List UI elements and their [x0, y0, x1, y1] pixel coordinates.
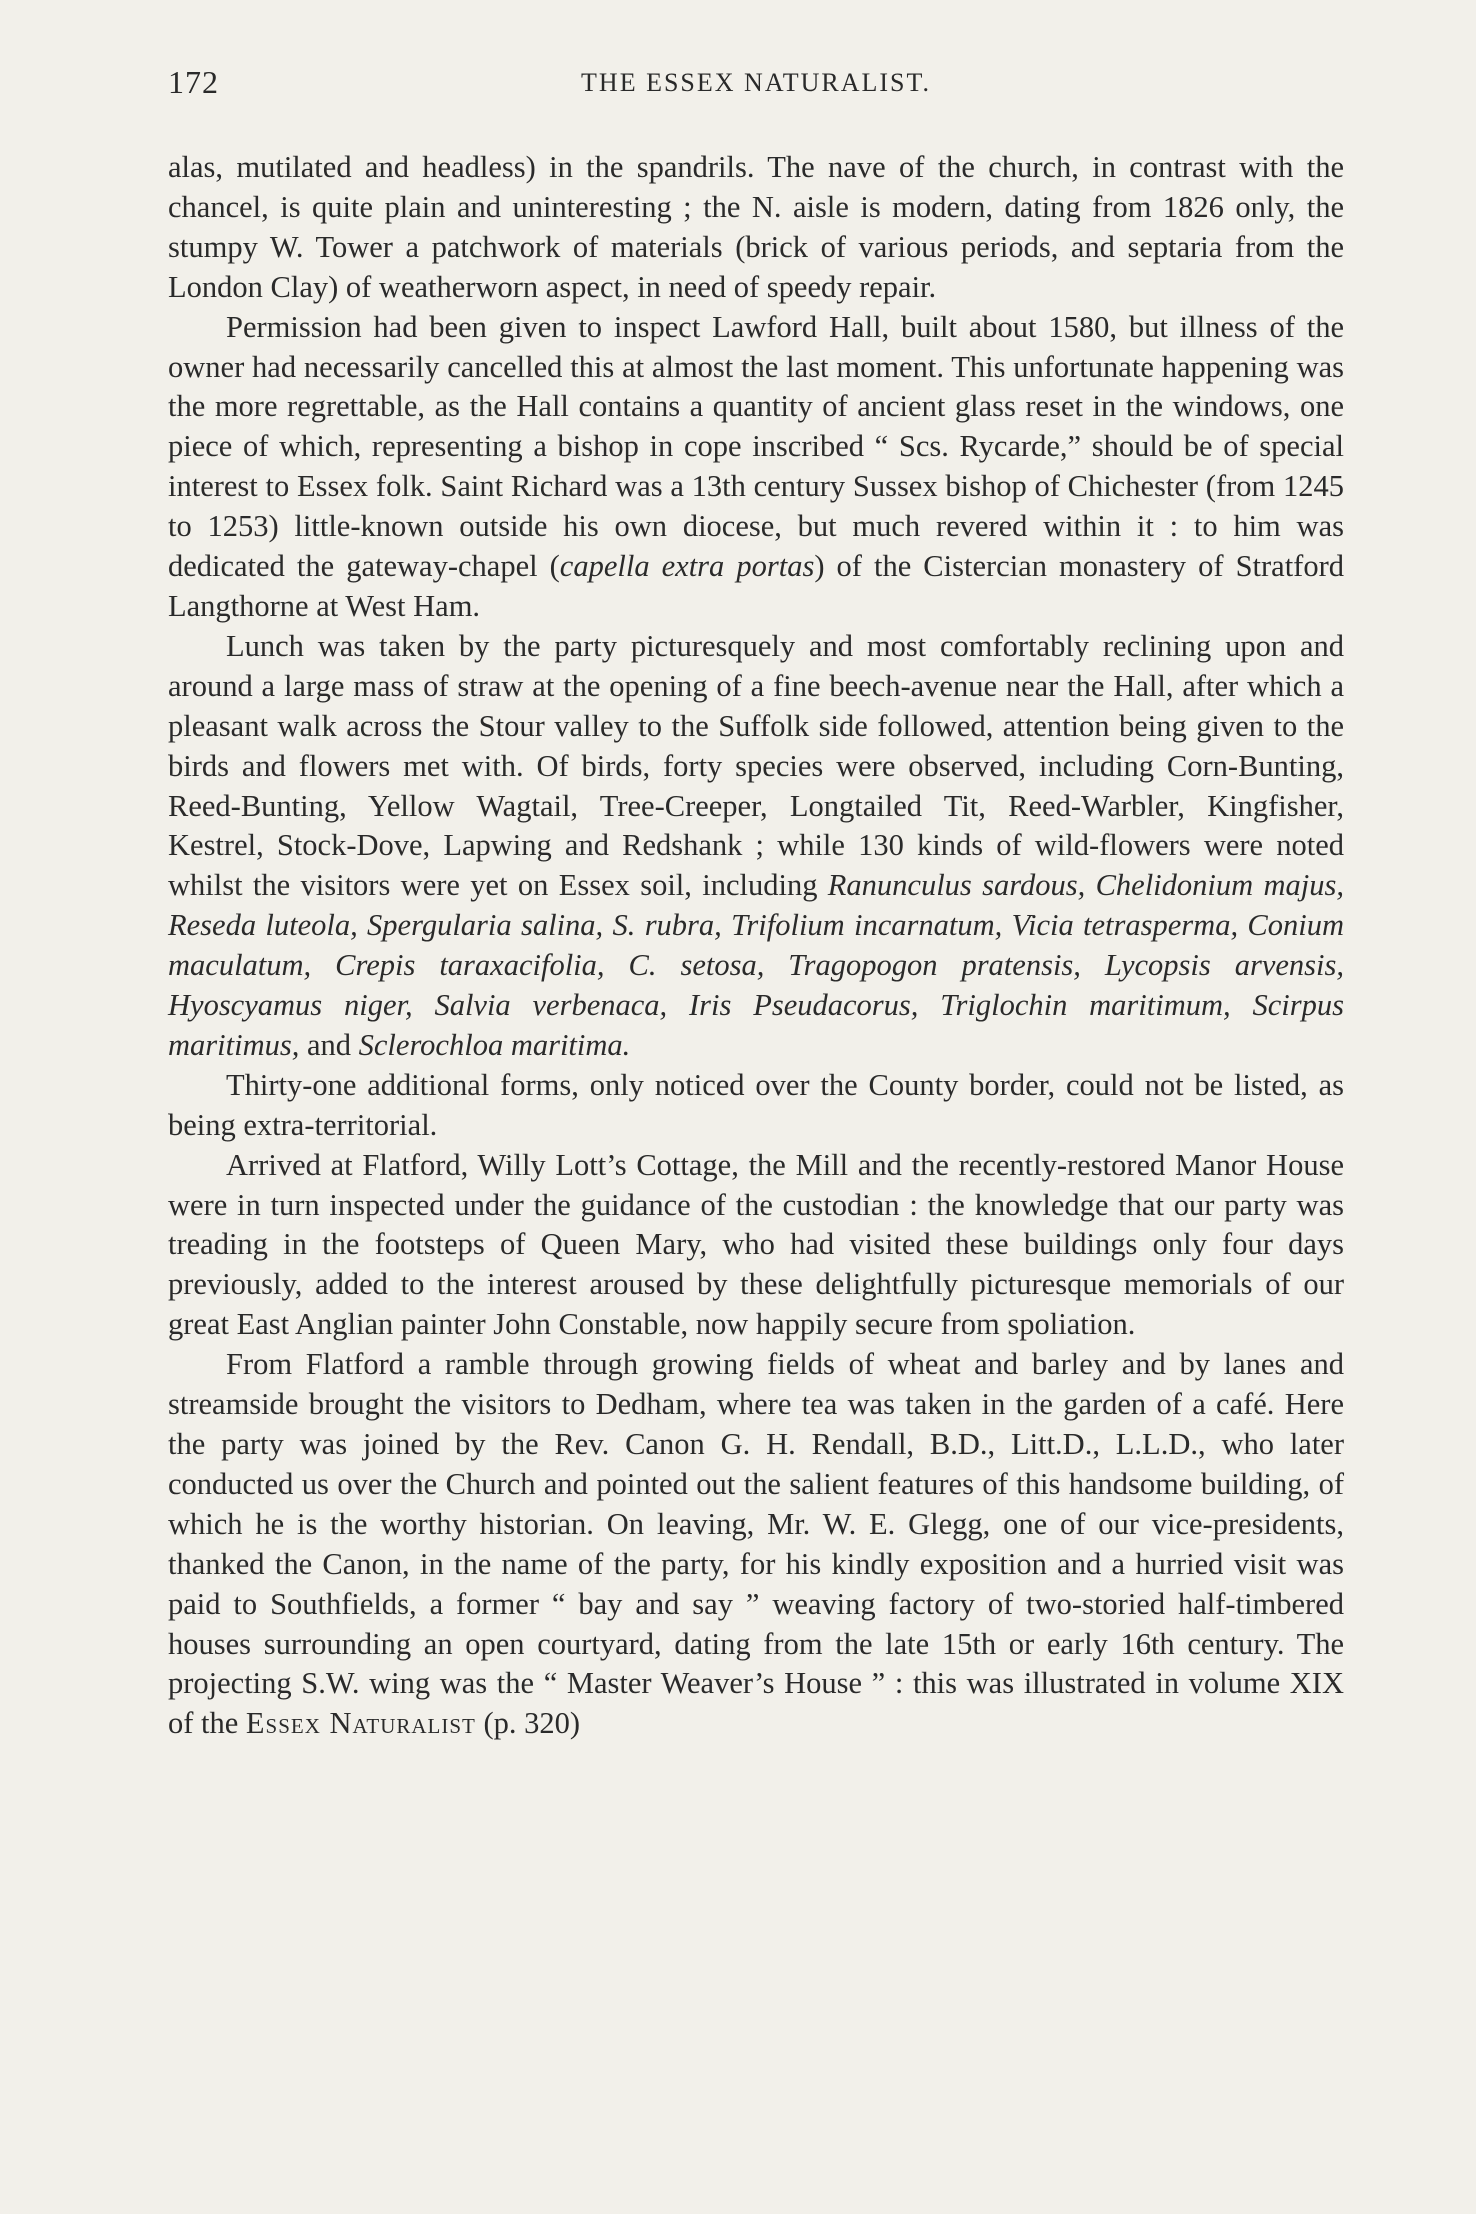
text-segment: Lunch was taken by the party picturesquely and most comfortably reclining upon and around a large mass of straw at the opening of a fine beech-avenue near the Hall, after which a pleasant walk across the Stour valley to the Suffolk side followed, attention being given to the birds and flowers met with. Of birds, forty species were observed, including Corn-Bunting, Reed-Bunting, Yellow Wagtail, Tree-Creeper, Longtailed Tit, Reed-Warbler, Kingfisher, Kestrel, Stock-Dove, Lapwing and Redshank ; while 130 kinds of wild-flowers were noted whilst the visitors were yet on Essex soil, including — [168, 628, 1344, 903]
text-segment: Thirty-one additional forms, only noticed over the County border, could not be listed, as being extra-territorial. — [168, 1067, 1344, 1142]
text-segment: From Flatford a ramble through growing fields of wheat and barley and by lanes and streamside brought the visitors to Dedham, where tea was taken in the garden of a café. Here the party was joined by the Rev. Canon G. H. Rendall, B.D., Litt.D., L.L.D., who later conducted us over the Church and pointed out the salient features of this handsome building, of which he is the worthy historian. On leaving, Mr. W. E. Glegg, one of our vice-presidents, thanked the Canon, in the name of the party, for his kindly exposition and a hurried visit was paid to Southfields, a former “ bay and say ” weaving factory of two-storied half-timbered houses surrounding an open courtyard, dating from the late 15th or early 16th century. The projecting S.W. wing was the “ Master Weaver’s House ” : this was illustrated in volume XIX of the — [168, 1347, 1344, 1741]
text-segment: Arrived at Flatford, Willy Lott’s Cottage, the Mill and the recently-restored Manor House were in turn inspected under the guidance of the custodian : the knowledge that our party was treading in the footsteps of Queen Mary, who had visited these buildings only four days previously, added to the interest aroused by these delightfully picturesque memorials of our great East Anglian painter John Constable, now happily secure from spoliation. — [168, 1147, 1344, 1342]
text-segment: alas, mutilated and headless) in the spandrils. The nave of the church, in contrast with the chancel, is quite plain and uninteresting ; the N. aisle is modern, dating from 1826 only, the stumpy W. Tower a patchwork of materials (brick of various periods, and septaria from the London Clay) of weatherworn aspect, in need of speedy repair. — [168, 150, 1344, 304]
running-head: THE ESSEX NATURALIST. — [581, 68, 931, 97]
italic-text: Ranunculus sardous, Chelidonium majus, Reseda luteola, Spergularia salina, S. rubra, Trifolium incarnatum, Vicia tetrasperma, Conium maculatum, Crepis taraxacifolia, C. setosa, Tragopogon pratensis, Lycopsis arvensis, Hyoscyamus niger, Salvia verbenaca, Iris Pseudacorus, Triglochin maritimum, Scirpus maritimus, — [168, 868, 1344, 1062]
page-number: 172 — [168, 64, 219, 100]
paragraph — [168, 627, 1344, 1066]
italic-text: Sclerochloa maritima. — [358, 1027, 631, 1062]
paragraph — [168, 148, 1344, 308]
paragraph — [168, 1146, 1344, 1346]
page-header — [168, 60, 1344, 104]
body-text — [168, 148, 1344, 1744]
paragraph — [168, 1066, 1344, 1146]
text-segment: and — [299, 1027, 359, 1062]
paragraph — [168, 308, 1344, 627]
text-segment: Permission had been given to inspect Lawford Hall, built about 1580, but illness of the owner had necessarily cancelled this at almost the last moment. This unfortunate happening was the more regrettable, as the Hall contains a quantity of ancient glass reset in the windows, one piece of which, representing a bishop in cope inscribed “ Scs. Rycarde,” should be of special interest to Essex folk. Saint Richard was a 13th century Sussex bishop of Chichester (from 1245 to 1253) little-known outside his own diocese, but much revered within it : to him was dedicated the gateway-chapel ( — [168, 309, 1344, 584]
text-segment: ) of the Cistercian monastery of Stratford Langthorne at West Ham. — [168, 549, 1344, 623]
paragraph — [168, 1345, 1344, 1744]
text-segment: (p. 320) — [475, 1706, 581, 1741]
italic-text: capella extra portas — [559, 549, 815, 584]
text-segment: Essex Naturalist — [245, 1706, 476, 1741]
